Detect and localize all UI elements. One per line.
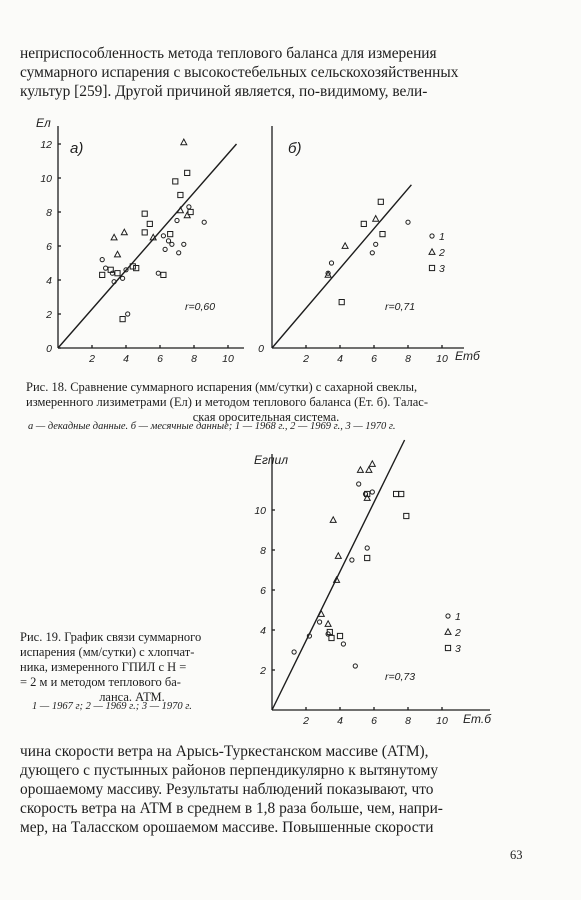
regression-line: [58, 144, 237, 348]
text-paragraph-bottom: [20, 742, 504, 837]
data-point-square: [134, 266, 139, 271]
x-axis-label: Eт.б: [463, 712, 491, 726]
data-point-triangle: [121, 229, 127, 235]
x-tick-label: 6: [371, 715, 377, 727]
data-point-circle: [292, 650, 296, 654]
data-point-square: [115, 271, 120, 276]
data-point-triangle: [342, 243, 348, 249]
figure-18: [0, 0, 581, 380]
text-line: неприспособленность метода теплового баланса для измерения: [20, 45, 437, 62]
data-point-square: [361, 221, 366, 226]
y-axis-label: Eгпил: [254, 453, 288, 467]
y-tick-label: 4: [46, 275, 52, 287]
x-tick-label: 10: [436, 715, 448, 727]
text-line: скорость ветра на АТМ в среднем в 1,8 раза больше, чем, напри-: [20, 800, 443, 817]
x-tick-label: 2: [303, 715, 309, 727]
chart-panel-b: [258, 126, 481, 365]
figure-19-caption: [20, 630, 244, 705]
caption-line: ланса. АТМ.: [99, 690, 165, 704]
panel-label: а): [70, 140, 84, 157]
data-point-circle: [170, 242, 174, 246]
legend-marker-circle: [446, 614, 450, 618]
data-point-square: [394, 491, 399, 496]
data-point-triangle: [330, 517, 336, 523]
x-tick-label: 8: [191, 353, 197, 365]
legend-label: 1: [439, 231, 445, 243]
text-line: культур [259]. Другой причиной является, по-видимому, вели-: [20, 83, 428, 100]
data-point-square: [365, 555, 370, 560]
data-point-triangle: [111, 234, 117, 240]
data-point-circle: [374, 242, 378, 246]
legend-marker-square: [429, 265, 434, 270]
x-axis-label: Eтб: [455, 349, 480, 363]
text-line: суммарного испарения с высокостебельных сельскохозяйственных: [20, 64, 459, 81]
data-point-square: [142, 211, 147, 216]
text-line: орошаемому массиву. Результаты наблюдений показывают, что: [20, 781, 434, 798]
figure-18-caption: [26, 380, 506, 425]
y-tick-label: 10: [40, 173, 52, 185]
x-tick-label: 10: [436, 353, 448, 365]
x-tick-label: 2: [303, 353, 309, 365]
x-tick-label: 8: [405, 353, 411, 365]
data-point-circle: [353, 664, 357, 668]
y-axis-label: Eл: [36, 116, 51, 130]
data-point-square: [337, 633, 342, 638]
data-point-circle: [166, 239, 170, 243]
correlation-annotation: r=0,71: [385, 301, 416, 313]
data-point-circle: [126, 312, 130, 316]
correlation-annotation: r=0,73: [385, 671, 416, 683]
x-tick-label: 10: [222, 353, 234, 365]
y-tick-label: 4: [260, 625, 266, 637]
data-point-circle: [182, 242, 186, 246]
data-point-square: [188, 209, 193, 214]
y-tick-label: 12: [40, 139, 52, 151]
data-point-square: [380, 232, 385, 237]
caption-line: испарения (мм/сутки) с хлопчат-: [20, 645, 195, 659]
legend-label: 3: [455, 643, 461, 655]
legend-label: 3: [439, 263, 445, 275]
data-point-circle: [163, 247, 167, 251]
data-point-square: [399, 491, 404, 496]
figure-18-legend: а — декадные данные. б — месячные данные; 1 — 1968 г., 2 — 1969 г., 3 — 1970 г.: [28, 421, 396, 432]
data-point-triangle: [366, 467, 372, 473]
data-point-circle: [370, 251, 374, 255]
y-tick-label: 2: [260, 665, 266, 677]
data-point-triangle: [369, 461, 375, 467]
data-point-square: [168, 232, 173, 237]
data-point-circle: [187, 205, 191, 209]
y-tick-label: 8: [46, 207, 52, 219]
data-point-triangle: [335, 553, 341, 559]
caption-line: ская оросительная система.: [192, 410, 340, 424]
correlation-annotation: r=0,60: [185, 301, 216, 313]
y-tick-label: 6: [260, 585, 266, 597]
data-point-circle: [318, 620, 322, 624]
caption-line: Рис. 19. График связи суммарного: [20, 630, 202, 644]
page-number: 63: [510, 848, 523, 862]
data-point-circle: [121, 276, 125, 280]
data-point-square: [142, 230, 147, 235]
data-point-circle: [406, 220, 410, 224]
data-point-circle: [365, 546, 369, 550]
data-point-circle: [350, 558, 354, 562]
text-line: чина скорости ветра на Арысь-Туркестанском массиве (АТМ),: [20, 743, 429, 760]
data-point-square: [100, 272, 105, 277]
data-point-square: [120, 317, 125, 322]
data-point-square: [161, 272, 166, 277]
legend-marker-triangle: [429, 249, 435, 255]
chart-panel-fig19: [254, 440, 492, 727]
data-point-square: [378, 199, 383, 204]
data-point-circle: [156, 271, 160, 275]
data-point-square: [404, 513, 409, 518]
data-point-triangle: [357, 467, 363, 473]
figure-19-legend: 1 — 1967 г; 2 — 1969 г.; 3 — 1970 г.: [32, 701, 192, 712]
legend-label: 2: [455, 627, 461, 639]
y-tick-label: 0: [258, 343, 264, 355]
x-tick-label: 4: [337, 715, 343, 727]
x-tick-label: 6: [371, 353, 377, 365]
legend-marker-triangle: [445, 629, 451, 635]
y-tick-label: 2: [46, 309, 52, 321]
caption-line: измеренного лизиметрами (Eл) и методом теплового баланса (Eт. б). Талас-: [26, 395, 429, 409]
legend-label: 1: [455, 611, 461, 623]
data-point-circle: [370, 490, 374, 494]
data-point-circle: [104, 266, 108, 270]
legend-marker-square: [445, 645, 450, 650]
x-tick-label: 2: [89, 353, 95, 365]
legend-label: 2: [439, 247, 445, 259]
chart-panel-a: [36, 116, 244, 365]
data-point-square: [147, 221, 152, 226]
caption-line: ника, измеренного ГПИЛ с H =: [20, 660, 187, 674]
y-tick-label: 8: [260, 545, 266, 557]
data-point-square: [178, 192, 183, 197]
data-point-circle: [329, 261, 333, 265]
data-point-circle: [110, 271, 114, 275]
data-point-circle: [100, 258, 104, 262]
x-tick-label: 4: [123, 353, 129, 365]
x-tick-label: 8: [405, 715, 411, 727]
caption-line: Рис. 18. Сравнение суммарного испарения (мм/сутки) с сахарной свеклы,: [26, 380, 418, 394]
data-point-circle: [341, 642, 345, 646]
data-point-square: [185, 170, 190, 175]
data-point-square: [339, 300, 344, 305]
y-tick-label: 0: [46, 343, 52, 355]
text-line: дующего с пустынных районов перпендикулярно к вытянутому: [20, 762, 439, 779]
data-point-circle: [177, 251, 181, 255]
data-point-triangle: [115, 251, 121, 257]
data-point-triangle: [373, 216, 379, 222]
data-point-square: [173, 179, 178, 184]
legend-marker-circle: [430, 234, 434, 238]
regression-line: [272, 185, 411, 348]
data-point-circle: [161, 234, 165, 238]
caption-line: = 2 м и методом теплового ба-: [20, 675, 181, 689]
x-tick-label: 4: [337, 353, 343, 365]
data-point-circle: [357, 482, 361, 486]
x-tick-label: 6: [157, 353, 163, 365]
y-tick-label: 6: [46, 241, 52, 253]
panel-label: б): [288, 140, 302, 157]
data-point-square: [329, 635, 334, 640]
regression-line: [272, 440, 405, 710]
data-point-circle: [175, 218, 179, 222]
data-point-triangle: [325, 621, 331, 627]
y-tick-label: 10: [254, 505, 266, 517]
text-line: мер, на Таласском орошаемом массиве. Повышенные скорости: [20, 819, 434, 836]
data-point-circle: [202, 220, 206, 224]
data-point-triangle: [181, 139, 187, 145]
